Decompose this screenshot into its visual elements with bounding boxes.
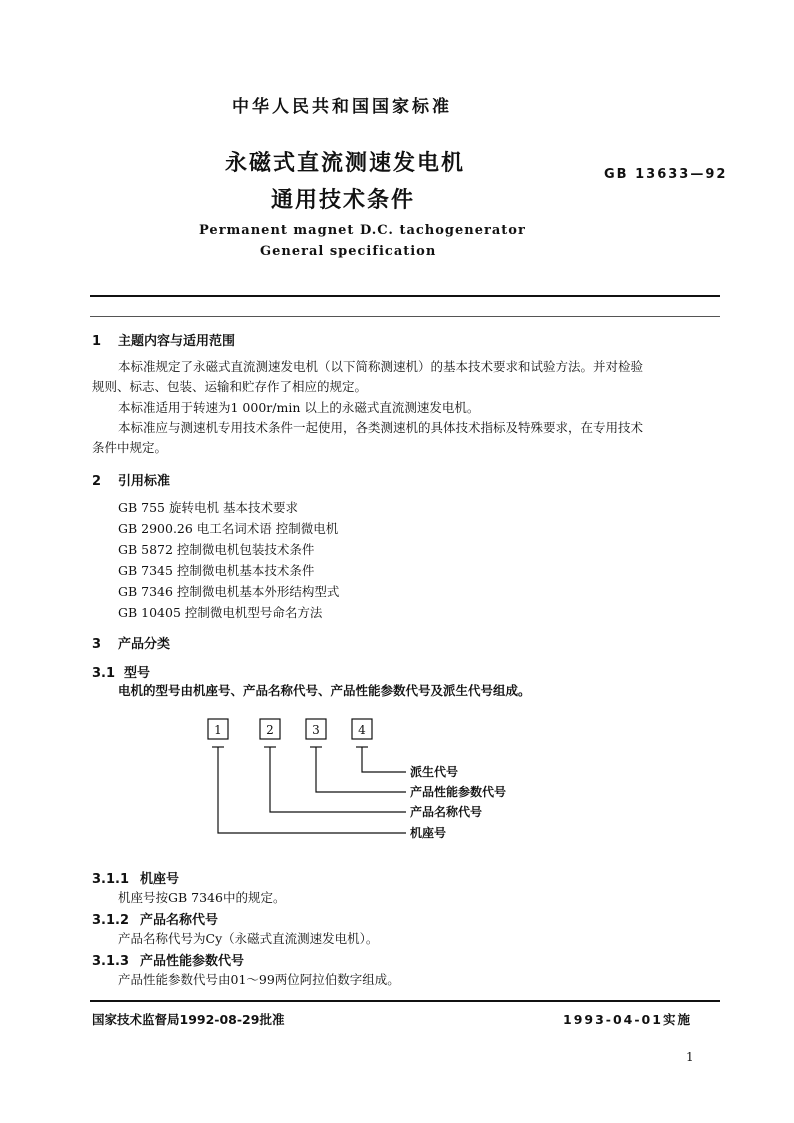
box-label: 4 — [358, 723, 366, 737]
leader-product-name — [270, 747, 406, 812]
header-rule-thin — [90, 316, 720, 317]
paragraph: 电机的型号由机座号、产品名称代号、产品性能参数代号及派生代号组成。 — [118, 683, 531, 698]
english-title: Permanent magnet D.C. tachogenerator — [199, 223, 526, 238]
subsection-number: 3.1.2 — [92, 913, 130, 928]
paragraph: 规则、标志、包装、运输和贮存作了相应的规定。 — [92, 379, 368, 394]
paragraph: 机座号按GB 7346中的规定。 — [118, 890, 286, 905]
effective-date: 1993-04-01实施 — [563, 1012, 692, 1027]
reference-item: GB 7346 控制微电机基本外形结构型式 — [118, 584, 340, 599]
leader-frame — [218, 747, 406, 833]
section-number: 2 — [92, 474, 102, 489]
leader-performance — [316, 747, 406, 792]
derivative-code-label: 派生代号 — [410, 765, 459, 779]
subsection-3-1-1-heading — [92, 868, 179, 887]
performance-code-label: 产品性能参数代号 — [410, 785, 507, 799]
document-subtitle: 通用技术条件 — [271, 188, 416, 213]
box-label: 3 — [312, 723, 320, 737]
leader-derivative — [362, 747, 406, 772]
box-label: 2 — [266, 723, 274, 737]
subsection-number: 3.1 — [92, 666, 116, 681]
document-title: 永磁式直流测速发电机 — [225, 151, 466, 176]
box-label: 1 — [214, 723, 222, 737]
page-number: 1 — [686, 1050, 694, 1064]
english-subtitle: General specification — [260, 244, 437, 259]
national-standard-heading: 中华人民共和国国家标准 — [232, 97, 452, 117]
model-number-diagram — [200, 717, 540, 847]
paragraph: 本标准规定了永磁式直流测速发电机（以下简称测速机）的基本技术要求和试验方法。并对检验 — [118, 359, 644, 374]
reference-item: GB 755 旋转电机 基本技术要求 — [118, 500, 298, 515]
header-rule — [90, 295, 720, 297]
subsection-title: 机座号 — [140, 872, 180, 887]
standard-code: GB 13633—92 — [604, 167, 728, 182]
paragraph: 产品性能参数代号由01～99两位阿拉伯数字组成。 — [118, 972, 400, 987]
reference-item: GB 7345 控制微电机基本技术条件 — [118, 563, 315, 578]
paragraph: 产品名称代号为Cy（永磁式直流测速发电机）。 — [118, 931, 379, 946]
section-2-heading — [92, 470, 170, 489]
footer-rule — [90, 1000, 720, 1002]
frame-number-label: 机座号 — [410, 826, 447, 840]
reference-item: GB 5872 控制微电机包装技术条件 — [118, 542, 315, 557]
approval-date: 国家技术监督局1992-08-29批准 — [92, 1012, 285, 1027]
subsection-3-1-2-heading — [92, 909, 218, 928]
section-title: 主题内容与适用范围 — [118, 334, 236, 349]
subsection-3-1-heading — [92, 662, 150, 681]
subsection-3-1-3-heading — [92, 950, 244, 969]
paragraph: 条件中规定。 — [92, 440, 168, 455]
subsection-title: 产品性能参数代号 — [140, 954, 245, 969]
subsection-number: 3.1.3 — [92, 954, 130, 969]
section-1-heading — [92, 330, 235, 349]
product-name-code-label: 产品名称代号 — [410, 805, 483, 819]
subsection-number: 3.1.1 — [92, 872, 130, 887]
section-title: 引用标准 — [118, 474, 171, 489]
reference-item: GB 10405 控制微电机型号命名方法 — [118, 605, 323, 620]
section-title: 产品分类 — [118, 637, 171, 652]
paragraph: 本标准适用于转速为1 000r/min 以上的永磁式直流测速发电机。 — [118, 400, 480, 415]
reference-item: GB 2900.26 电工名词术语 控制微电机 — [118, 521, 339, 536]
section-number: 1 — [92, 334, 102, 349]
subsection-title: 型号 — [124, 666, 151, 681]
subsection-title: 产品名称代号 — [140, 913, 219, 928]
section-number: 3 — [92, 637, 102, 652]
paragraph: 本标准应与测速机专用技术条件一起使用，各类测速机的具体技术指标及特殊要求，在专用技术 — [118, 420, 644, 435]
section-3-heading — [92, 633, 170, 652]
